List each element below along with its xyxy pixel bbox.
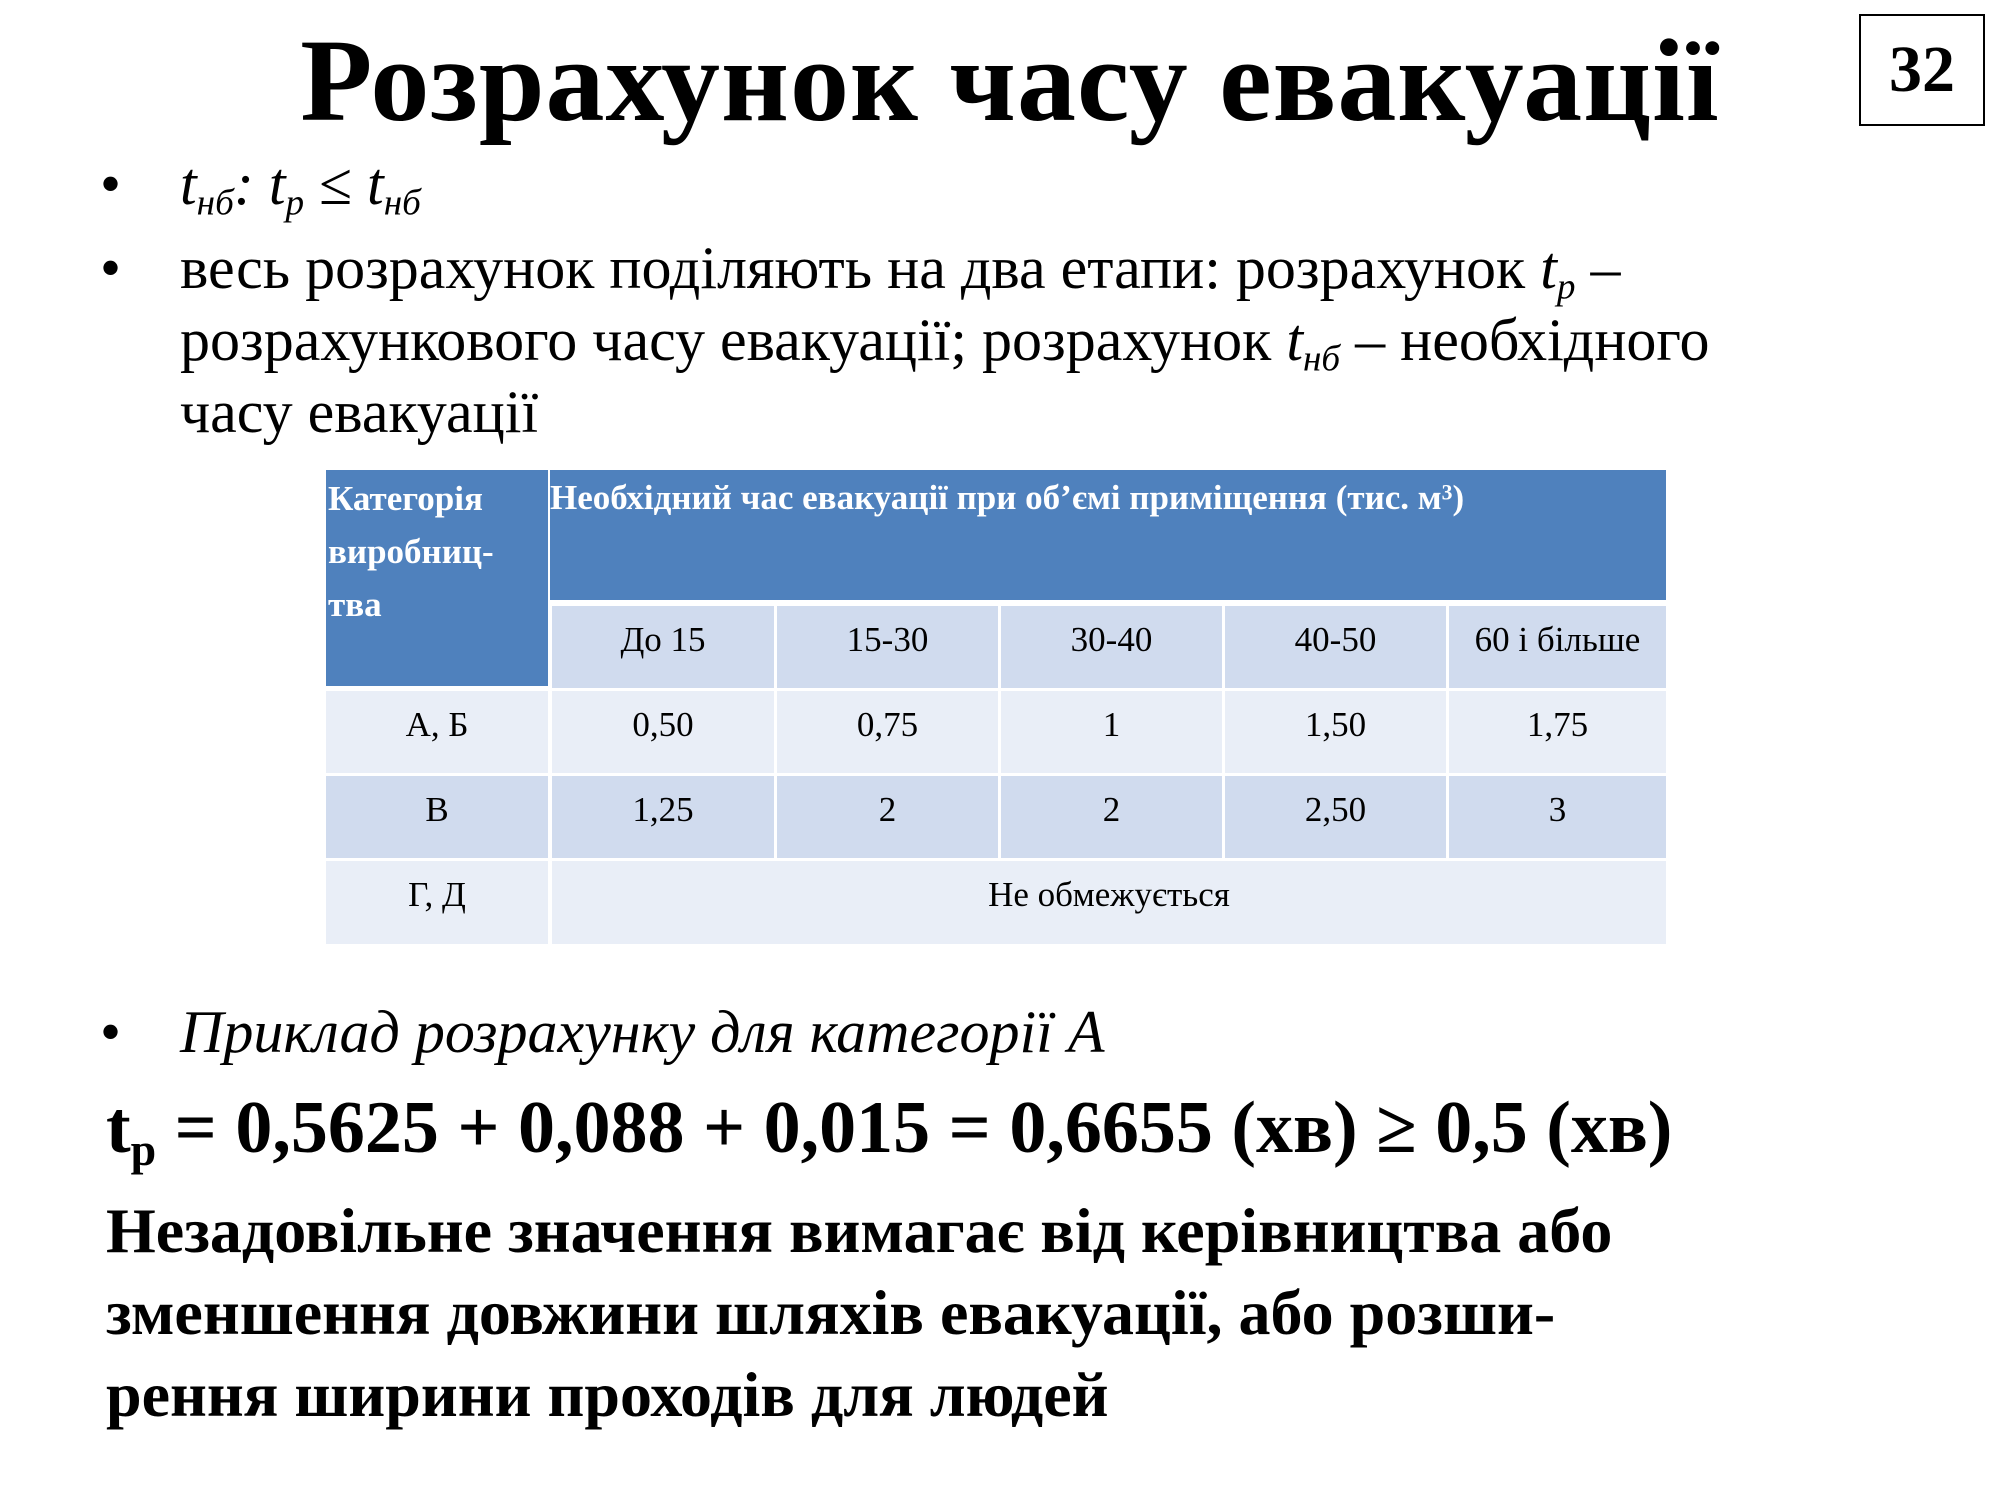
table-cell: 1,50 xyxy=(1225,691,1446,773)
table-col-header: До 15 xyxy=(552,606,774,688)
table-row-category: А, Б xyxy=(326,691,548,773)
conclusion-text xyxy=(106,1190,1966,1436)
colon: : xyxy=(233,151,269,217)
table-header-category: Категорія виробниц- тва xyxy=(326,470,548,686)
bullet-marker: • xyxy=(100,151,122,217)
bullet-stages-line-3: часу евакуації xyxy=(180,379,539,445)
bullet-marker: • xyxy=(100,999,122,1065)
table-cell: 2 xyxy=(777,776,998,858)
table-cell: 1,75 xyxy=(1449,691,1666,773)
table-cell-merged: Не обмежується xyxy=(552,861,1666,944)
bullet-stages xyxy=(180,232,1960,448)
bullet-stages-line-1: весь розрахунок поділяють на два етапи: розрахунок $t_р$ – xyxy=(180,235,1621,308)
table-row-category: В xyxy=(326,776,548,858)
table-col-header: 15-30 xyxy=(777,606,998,688)
conclusion-line: Незадовільне значення вимагає від керівництва або xyxy=(106,1195,1613,1266)
t-nb-symbol: t xyxy=(180,151,197,217)
formula-expression: = 0,5625 + 0,088 + 0,015 = 0,6655 (хв) ≥ 0,5 (хв) xyxy=(156,1087,1673,1169)
table-cell: 1 xyxy=(1001,691,1222,773)
table-row-category: Г, Д xyxy=(326,861,548,944)
table-cell: 2 xyxy=(1001,776,1222,858)
table-cell: 0,75 xyxy=(777,691,998,773)
slide-title: Розрахунок часу евакуації xyxy=(300,15,1720,146)
t-nb-symbol-2: t xyxy=(367,151,384,217)
conclusion-line: зменшення довжини шляхів евакуації, або розши- xyxy=(106,1277,1556,1348)
calculation-formula xyxy=(106,1078,1672,1178)
bullet-example: Приклад розрахунку для категорії А xyxy=(180,999,1105,1065)
t-p-subscript: р xyxy=(285,182,305,224)
t-nb-subscript: нб xyxy=(196,182,234,224)
table-col-header: 40-50 xyxy=(1225,606,1446,688)
table-cell: 2,50 xyxy=(1225,776,1446,858)
table-header-volume: Необхідний час евакуації при об’ємі приміщення (тис. $м^3$) xyxy=(550,470,1666,600)
evacuation-time-table xyxy=(326,470,1666,944)
page-number-box: 32 xyxy=(1859,14,1985,126)
table-cell: 3 xyxy=(1449,776,1666,858)
t-nb-subscript-2: нб xyxy=(383,182,421,224)
table-cell: 0,50 xyxy=(552,691,774,773)
formula-t: t xyxy=(106,1087,131,1169)
formula-subscript: р xyxy=(130,1123,157,1175)
bullet-inequality xyxy=(180,148,421,224)
table-col-header: 60 і більше xyxy=(1449,606,1666,688)
leq-sign: ≤ xyxy=(304,151,368,217)
conclusion-line: рення ширини проходів для людей xyxy=(106,1359,1109,1430)
t-p-symbol: t xyxy=(268,151,286,217)
bullet-stages-line-2: розрахункового часу евакуації; розрахунок $t_{нб}$ – необхідного xyxy=(180,307,1710,380)
table-col-header: 30-40 xyxy=(1001,606,1222,688)
table-cell: 1,25 xyxy=(552,776,774,858)
bullet-marker: • xyxy=(100,235,122,301)
